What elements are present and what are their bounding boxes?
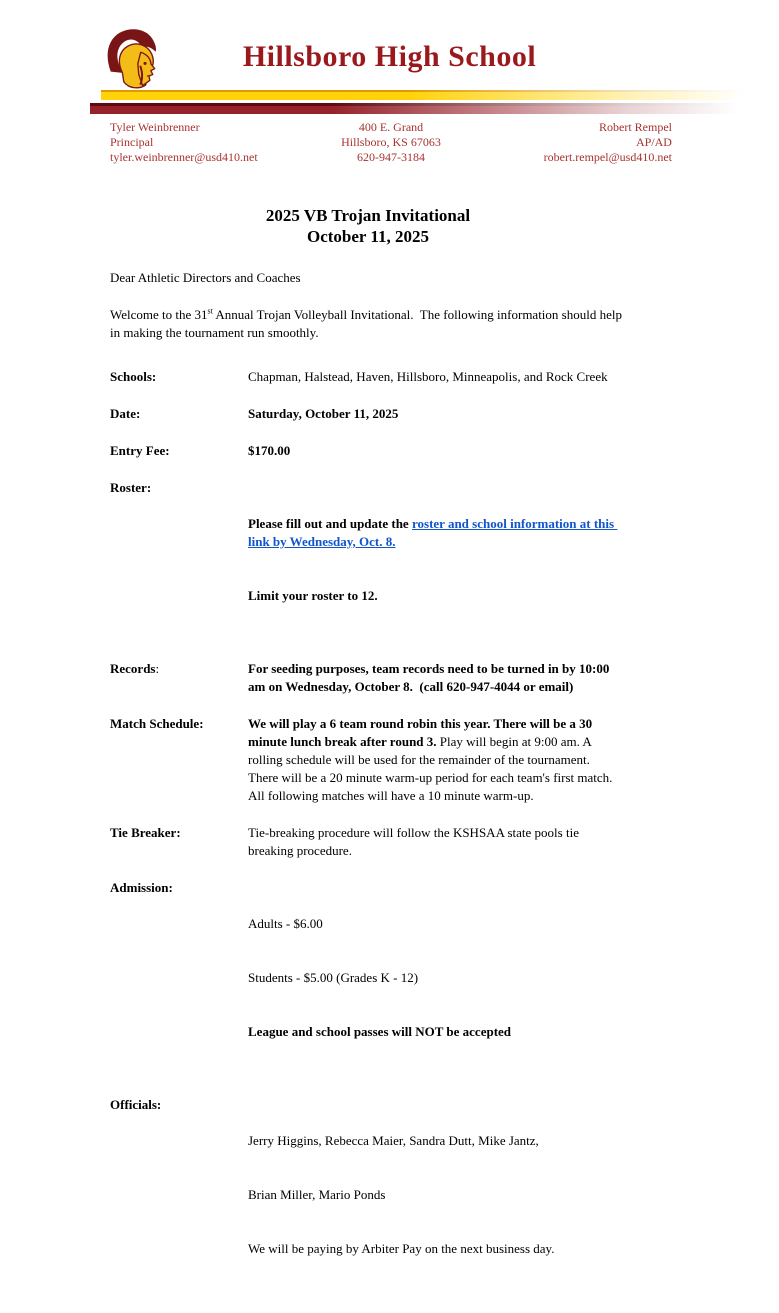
row-value-schools: Chapman, Halstead, Haven, Hillsboro, Minneapolis, and Rock Creek: [248, 369, 608, 384]
row-label-entry-fee: Entry Fee:: [110, 443, 170, 458]
row-value-admission: [248, 879, 626, 1077]
officials-names-line1: Jerry Higgins, Rebecca Maier, Sandra Dutt, Mike Jantz,: [248, 1133, 539, 1148]
info-rows: [110, 368, 626, 1294]
principal-email: tyler.weinbrenner@usd410.net: [110, 150, 258, 164]
row-label-officials: Officials:: [110, 1097, 162, 1112]
contact-principal: [110, 120, 297, 165]
admission-adults: Adults - $6.00: [248, 916, 323, 931]
school-name: Hillsboro High School: [242, 40, 537, 73]
intro-paragraph: [110, 306, 626, 342]
match-schedule-regular-text: Play will begin at 9:00 am. A rolling schedule will be used for the remainder of the tournament. There will be a 20 minute warm-up period for each team's first match. All following matches will have a 10 minute warm-up.: [248, 734, 619, 803]
match-schedule-bold-text: We will play a 6 team round robin this year. There will be a 30 minute lunch break after round 3.: [248, 716, 596, 749]
officials-names-line2: Brian Miller, Mario Ponds: [248, 1187, 386, 1202]
info-row-officials: [110, 1096, 626, 1294]
intro-text-pre: Welcome to the 31: [110, 307, 208, 322]
info-row-admission: [110, 879, 626, 1077]
trojan-head-icon: [103, 26, 161, 94]
contact-apad: [485, 120, 672, 165]
records-label-colon: :: [155, 661, 160, 676]
letter-title-line1: 2025 VB Trojan Invitational: [265, 206, 471, 225]
contact-address: [297, 120, 484, 165]
gold-divider-bar: [101, 90, 779, 100]
roster-line1: [248, 515, 626, 551]
school-logo: [103, 26, 161, 94]
letter-title-line2: October 11, 2025: [307, 227, 429, 246]
apad-email: robert.rempel@usd410.net: [543, 150, 672, 164]
roster-form-link[interactable]: roster and school information at this link by Wednesday, Oct. 8.: [248, 516, 618, 549]
intro-text-post: Annual Trojan Volleyball Invitational. The following information should help in making the tournament run smoothly.: [110, 307, 626, 340]
letter-title: [110, 205, 626, 247]
row-label-match-schedule: Match Schedule:: [110, 716, 204, 731]
row-value-match-schedule: [248, 715, 626, 805]
officials-payment-note: We will be paying by Arbiter Pay on the next business day.: [248, 1241, 555, 1256]
apad-title: AP/AD: [635, 135, 672, 149]
info-row-match-schedule: [110, 715, 626, 805]
contact-info: [110, 120, 672, 165]
row-label-schools: Schools:: [110, 369, 157, 384]
salutation: Dear Athletic Directors and Coaches: [110, 270, 301, 285]
row-value-records: For seeding purposes, team records need to be turned in by 10:00 am on Wednesday, October 8. (call 620-947-4044 or email): [248, 661, 613, 694]
row-value-tie-breaker: Tie-breaking procedure will follow the KSHSAA state pools tie breaking procedure.: [248, 825, 583, 858]
row-label-records: [110, 660, 248, 696]
row-value-roster: [248, 479, 626, 641]
info-row-tie-breaker: [110, 824, 626, 860]
apad-name: Robert Rempel: [599, 120, 672, 134]
row-value-officials: [248, 1096, 626, 1294]
principal-name: Tyler Weinbrenner: [110, 120, 200, 134]
info-row-roster: [110, 479, 626, 641]
info-row-entry-fee: [110, 442, 626, 460]
admission-students: Students - $5.00 (Grades K - 12): [248, 970, 419, 985]
row-label-admission: Admission:: [110, 880, 173, 895]
maroon-divider-bar: [90, 103, 779, 114]
row-label-tie-breaker: Tie Breaker:: [110, 825, 181, 840]
records-label-text: Records: [110, 661, 156, 676]
row-value-date: Saturday, October 11, 2025: [248, 406, 399, 421]
roster-limit-text: Limit your roster to 12.: [248, 588, 378, 603]
info-row-date: [110, 405, 626, 423]
intro-ordinal-suffix: st: [207, 306, 213, 316]
admission-passes-note: League and school passes will NOT be accepted: [248, 1024, 512, 1039]
roster-lead-text: Please fill out and update the: [248, 516, 412, 531]
row-value-entry-fee: $170.00: [248, 443, 291, 458]
letter-body: [110, 205, 626, 1313]
row-label-roster: Roster:: [110, 480, 152, 495]
address-phone: 620-947-3184: [356, 150, 425, 164]
row-label-date: Date:: [110, 406, 141, 421]
address-street: 400 E. Grand: [358, 120, 424, 134]
address-city: Hillsboro, KS 67063: [341, 135, 441, 149]
info-row-records: [110, 660, 626, 696]
principal-title: Principal: [110, 135, 154, 149]
info-row-schools: [110, 368, 626, 386]
